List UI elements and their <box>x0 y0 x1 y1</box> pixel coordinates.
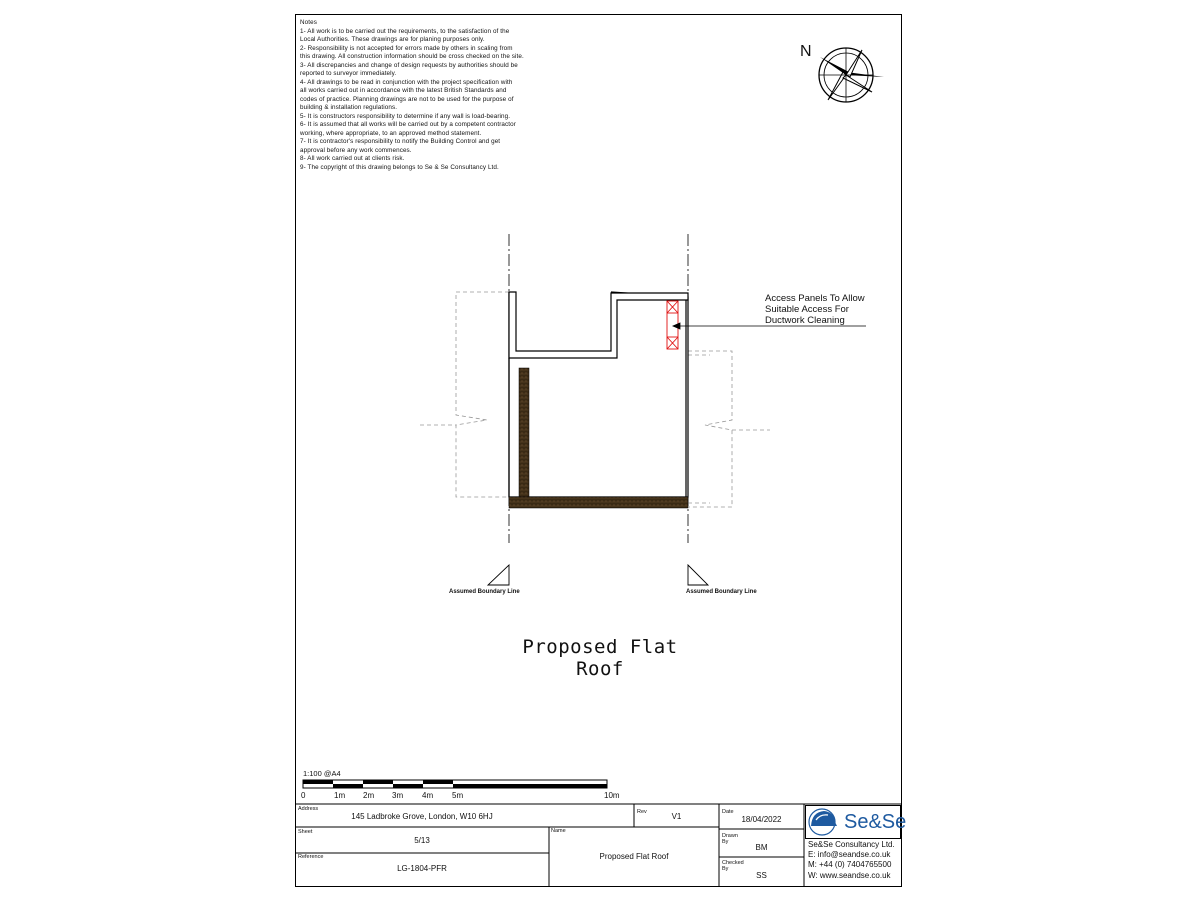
logo-text: Se&Se <box>844 811 907 833</box>
scale-tick: 4m <box>422 791 434 800</box>
reference-value: LG-1804-PFR <box>397 864 447 873</box>
reference-label: Reference <box>298 854 324 860</box>
checked-by-value: SS <box>756 871 767 880</box>
north-compass-icon <box>819 48 884 102</box>
address-value: 145 Ladbroke Grove, London, W10 6HJ <box>351 812 493 821</box>
callout-line: Ductwork Cleaning <box>765 315 845 326</box>
name-value: Proposed Flat Roof <box>599 852 669 861</box>
note-line: this drawing. All construction information should be cross checked on the site. <box>300 53 524 60</box>
drawn-by-value: BM <box>755 843 768 852</box>
date-label: Date <box>722 809 734 815</box>
sheet-value: 5/13 <box>414 836 430 845</box>
note-line: approval before any work commences. <box>300 146 412 154</box>
company-mobile: M: +44 (0) 7404765500 <box>808 860 892 870</box>
right-boundary-label: Assumed Boundary Line <box>686 589 757 595</box>
scale-tick: 0 <box>301 791 306 800</box>
rev-value: V1 <box>671 812 682 821</box>
north-label: N <box>800 43 812 60</box>
address-label: Address <box>298 806 319 812</box>
company-contact <box>808 840 895 881</box>
brick-wall-horizontal <box>509 497 688 508</box>
callout-line: Suitable Access For <box>765 304 849 315</box>
callout-line: Access Panels To Allow <box>765 293 865 304</box>
note-line: 8- All work carried out at clients risk. <box>300 155 405 162</box>
right-neighbour-outline <box>688 351 770 507</box>
checked-by-label: Checked By <box>722 860 744 872</box>
left-neighbour-outline <box>420 292 509 497</box>
note-line: 2- Responsibility is not accepted for errors made by others in scaling from <box>300 44 513 52</box>
left-boundary-label: Assumed Boundary Line <box>449 589 520 595</box>
company-name: Se&Se Consultancy Ltd. <box>808 840 895 849</box>
sheet-label: Sheet <box>298 829 313 835</box>
building-outline <box>509 292 688 497</box>
note-line: 5- It is constructors responsibility to determine if any wall is load-bearing. <box>300 112 511 120</box>
name-label: Name <box>551 828 566 834</box>
drawn-by-label: Drawn By <box>722 833 738 845</box>
note-line: reported to surveyor immediately. <box>300 70 397 77</box>
company-web: W: www.seandse.co.uk <box>808 870 891 880</box>
company-email: E: info@seandse.co.uk <box>808 850 891 860</box>
note-line: working, where appropriate, to an approved method statement. <box>300 129 482 137</box>
company-logo <box>805 805 907 839</box>
note-line: Local Authorities. These drawings are for planing purposes only. <box>300 36 485 43</box>
note-line: 1- All work is to be carried out the requirements, to the satisfaction of the <box>300 27 510 35</box>
notes-heading: Notes <box>300 19 317 26</box>
note-line: all works carried out in accordance with the latest British Standards and <box>300 87 507 94</box>
left-boundary-marker <box>488 565 509 585</box>
scale-tick: 2m <box>363 791 375 800</box>
note-line: 6- It is assumed that all works will be carried out by a competent contractor <box>300 121 516 128</box>
scale-tick: 1m <box>334 791 346 800</box>
note-line: 9- The copyright of this drawing belongs to Se & Se Consultancy Ltd. <box>300 163 499 171</box>
note-line: building & installation regulations. <box>300 104 398 111</box>
date-value: 18/04/2022 <box>741 815 782 824</box>
access-panel-callout <box>765 293 865 326</box>
note-line: 4- All drawings to be read in conjunction with the project specification with <box>300 78 513 86</box>
scale-tick: 3m <box>392 791 404 800</box>
drawing-title: Proposed Flat Roof <box>522 636 678 680</box>
note-line: 7- It is contractor's responsibility to notify the Building Control and get <box>300 138 501 145</box>
rev-label: Rev <box>637 809 647 815</box>
scale-label: 1:100 @A4 <box>303 769 341 778</box>
scale-tick: 10m <box>604 791 620 800</box>
scale-tick: 5m <box>452 791 464 800</box>
scale-bar <box>303 780 607 788</box>
right-boundary-marker <box>688 565 708 585</box>
note-line: codes of practice. Planning drawings are not to be used for the purpose of <box>300 95 514 103</box>
brick-wall-vertical <box>519 368 529 497</box>
note-line: 3- All discrepancies and change of design requests by authorities should be <box>300 61 518 69</box>
